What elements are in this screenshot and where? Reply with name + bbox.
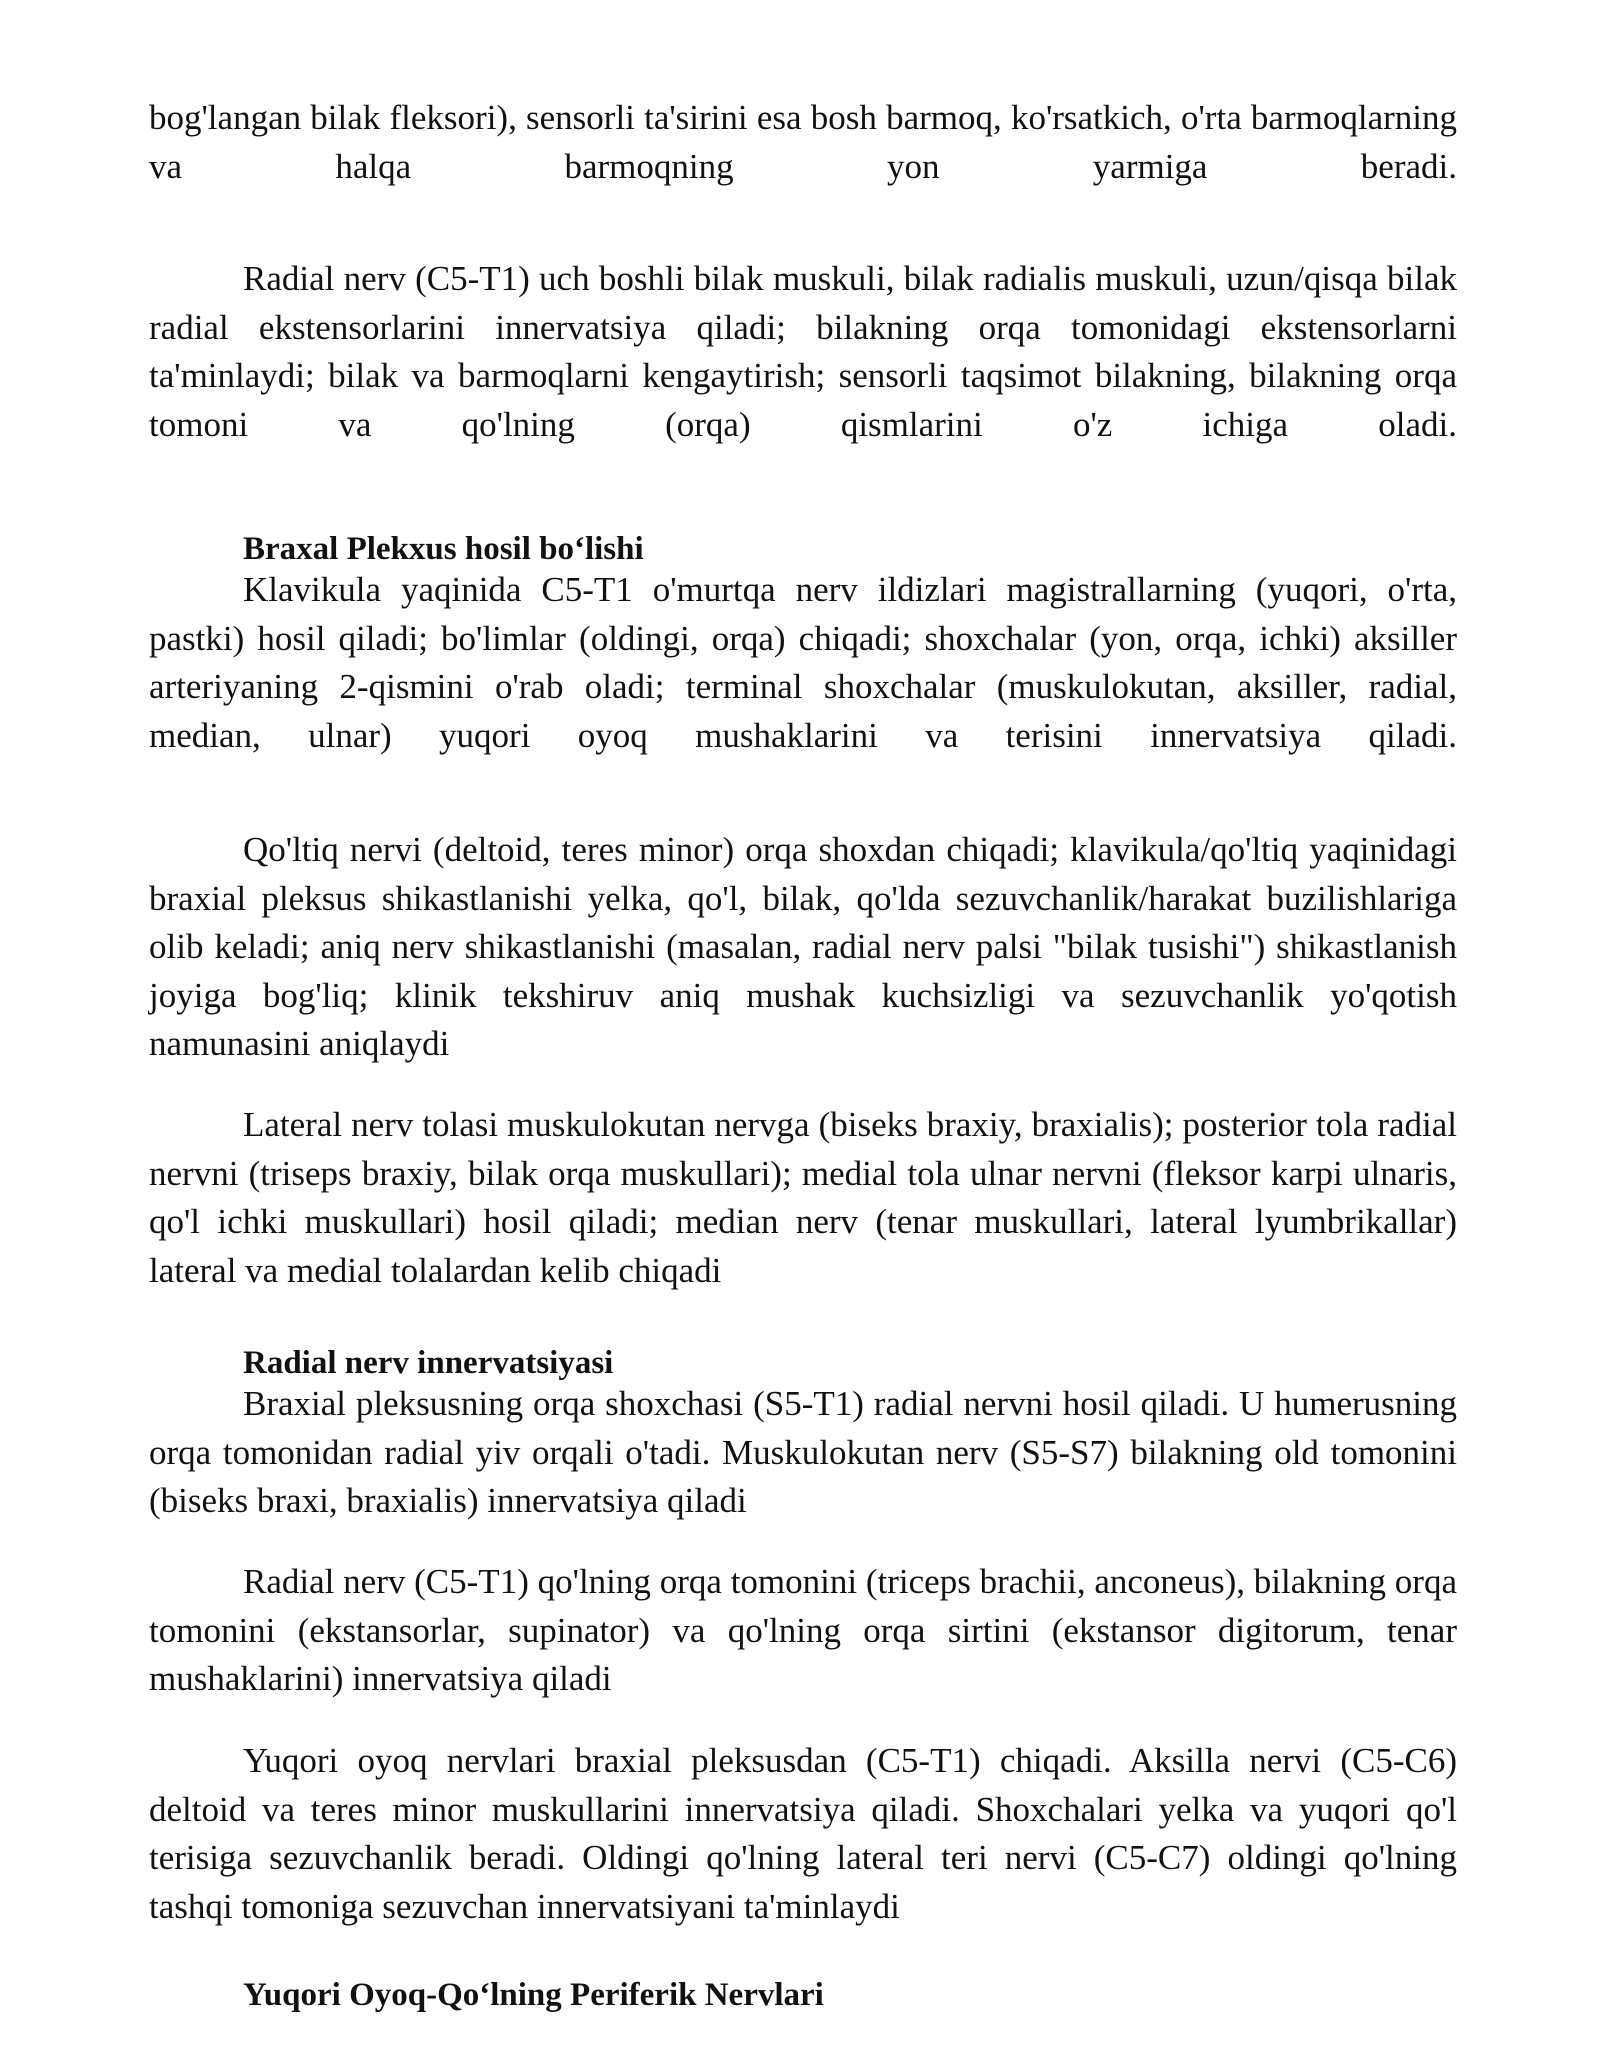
paragraph-plexus-cords: Lateral nerv tolasi muskulokutan nervga (biseks braxiy, braxialis); posterior tola radial nervni (triseps braxiy, bilak orqa muskullari); medial tola ulnar nervni (fleksor karpi ulnaris, qo'l ichki muskullari) hosil qiladi; median nerv (tenar muskullari, lateral lyumbrikallar) lateral va medial tolalardan kelib chiqadi <box>149 1105 1457 1290</box>
heading-brachial-plexus-formation: Braxal Plekxus hosil bo‘lishi <box>243 531 644 567</box>
paragraph-upper-limb-nerves: Yuqori oyoq nervlari braxial pleksusdan (C5-T1) chiqadi. Aksilla nervi (C5-C6) deltoid va teres minor muskullarini innervatsiya qiladi. Shoxchalari yelka va yuqori qo'l terisiga sezuvchanlik beradi. Oldingi qo'lning lateral teri nervi (C5-C7) oldingi qo'lning tashqi tomoniga sezuvchan innervatsiyani ta'minlaydi <box>149 1741 1457 1926</box>
paragraph-median-nerve-continuation: bog'langan bilak fleksori), sensorli ta'sirini esa bosh barmoq, ko'rsatkich, o'rta barmoqlarning va halqa barmoqning yon yarmiga beradi. <box>149 98 1457 186</box>
paragraph-axillary-nerve-injury: Qo'ltiq nervi (deltoid, teres minor) orqa shoxdan chiqadi; klavikula/qo'ltiq yaqinidagi braxial pleksus shikastlanishi yelka, qo'l, bilak, qo'lda sezuvchanlik/harakat buzilishlariga olib keladi; aniq nerv shikastlanishi (masalan, radial nerv palsi "bilak tusishi") shikastlanish joyiga bog'liq; klinik tekshiruv aniq mushak kuchsizligi va sezuvchanlik yo'qotish namunasini aniqlaydi <box>149 830 1457 1064</box>
heading-radial-nerve-innervation: Radial nerv innervatsiyasi <box>243 1345 614 1381</box>
paragraph-radial-nerve-summary: Radial nerv (C5-T1) uch boshli bilak muskuli, bilak radialis muskuli, uzun/qisqa bilak radial ekstensorlarini innervatsiya qiladi; bilakning orqa tomonidagi ekstensorlarni ta'minlaydi; bilak va barmoqlarni kengaytirish; sensorli taqsimot bilakning, bilakning orqa tomoni va qo'lning (orqa) qismlarini o'z ichiga oladi. <box>149 259 1457 444</box>
paragraph-brachial-plexus-formation: Klavikula yaqinida C5-T1 o'murtqa nerv ildizlari magistrallarning (yuqori, o'rta, pastki) hosil qiladi; bo'limlar (oldingi, orqa) chiqadi; shoxchalar (yon, orqa, ichki) aksiller arteriyaning 2-qismini o'rab oladi; terminal shoxchalar (muskulokutan, aksiller, radial, median, ulnar) yuqori oyoq mushaklarini va terisini innervatsiya qiladi. <box>149 570 1457 755</box>
heading-upper-limb-peripheral-nerves: Yuqori Oyoq-Qo‘lning Periferik Nervlari <box>243 1977 824 2013</box>
paragraph-posterior-cord-radial-nerve: Braxial pleksusning orqa shoxchasi (S5-T1) radial nervni hosil qiladi. U humerusning orqa tomonidan radial yiv orqali o'tadi. Muskulokutan nerv (S5-S7) bilakning old tomonini (biseks braxi, braxialis) innervatsiya qiladi <box>149 1384 1457 1521</box>
paragraph-radial-nerve-territory: Radial nerv (C5-T1) qo'lning orqa tomonini (triceps brachii, anconeus), bilakning orqa tomonini (ekstansorlar, supinator) va qo'lning orqa sirtini (ekstansor digitorum, tenar mushaklarini) innervatsiya qiladi <box>149 1562 1457 1699</box>
